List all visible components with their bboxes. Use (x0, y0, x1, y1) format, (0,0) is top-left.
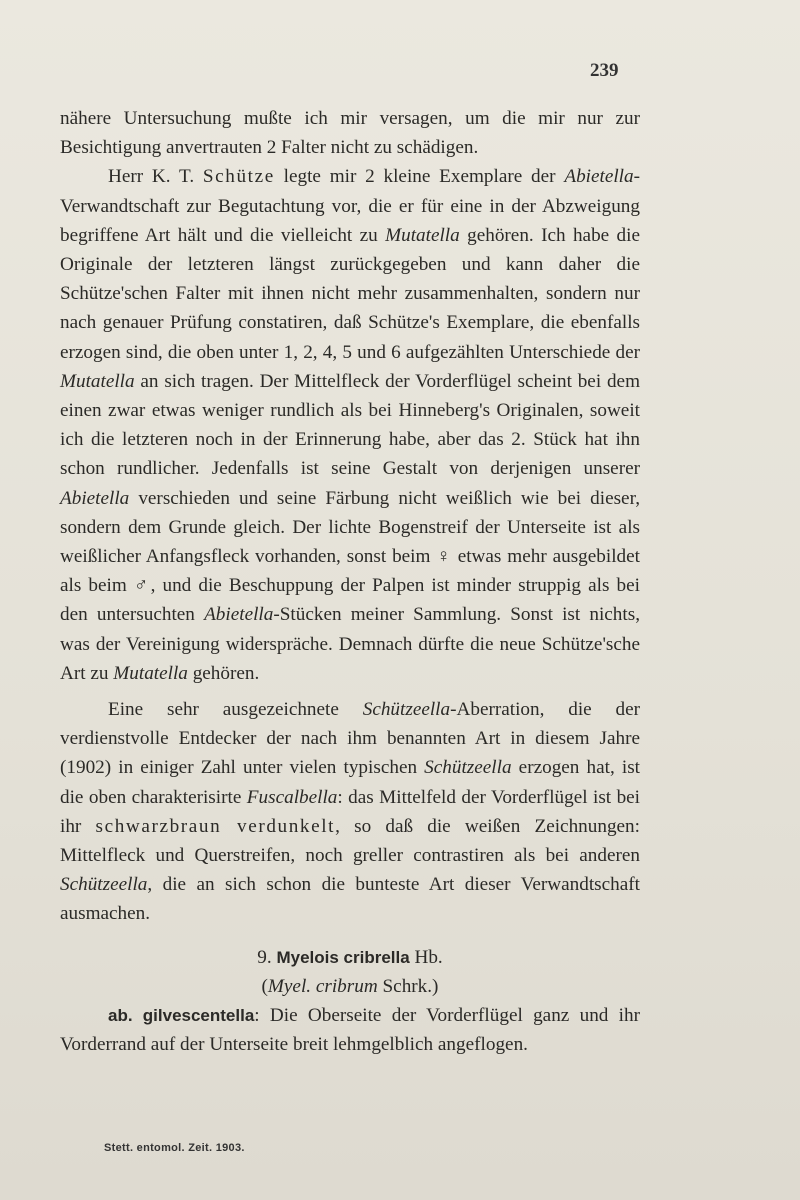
section-heading (60, 943, 640, 972)
p2-text-6: verschieden und seine Färbung nicht weißlich wie bei dieser, sondern dem Grunde gleich. Der lichte Bogenstreif der Unterseite ist als weißlicher Anfangsfleck vorhanden, sonst beim ♀ etwas mehr ausgebildet als beim ♂, und die Beschuppung der Palpen ist minder struppig als bei den untersuchten (60, 487, 640, 626)
paragraph-3 (60, 695, 640, 929)
p3-text-1: Eine sehr ausgezeichnete (108, 699, 363, 721)
taxon-schuetzeella: Schützeella (362, 699, 451, 721)
species-author: Hb. (409, 946, 443, 968)
taxon-abietella: Abietella (60, 487, 130, 509)
taxon-schuetzeella: Schützeella (60, 874, 148, 896)
p2-text-3: -Verwandtschaft zur Begutachtung vor, die er für eine in der Abzweigung begriffene Art hält und die vielleicht zu (60, 166, 640, 246)
paragraph-2 (60, 162, 640, 688)
p2-text-1: Herr K. T. (108, 166, 203, 188)
taxon-mutatella: Mutatella (385, 224, 460, 246)
section-number: 9. (257, 946, 277, 968)
author-name-schuetze: Schütze (202, 166, 275, 188)
p2-text-5: an sich tragen. Der Mittelfleck der Vorderflügel scheint bei dem einen zwar etwas weniger rundlich als bei Hinneberg's Originalen, soweit ich die letzteren noch in der Erinnerung habe, aber das 2. Stück hat ihn schon rundlicher. Jedenfalls ist seine Gestalt von derjenigen unserer (60, 370, 640, 480)
taxon-mutatella: Mutatella (60, 370, 135, 392)
p2-text-4: gehören. Ich habe die Originale der letzteren längst zurückgegeben und kann daher die Schütze'schen Falter mit ihnen nicht mehr zusammenhalten, sondern nur nach genauer Prüfung constatiren, daß Schütze's Exemplare, die ebenfalls erzogen sind, die oben unter 1, 2, 4, 5 und 6 aufgezählten Unterschiede der (60, 224, 640, 363)
emphasis-spaced: schwarzbraun verdunkelt (95, 815, 336, 837)
synonym-line (60, 972, 640, 1001)
body-text (60, 104, 640, 1060)
taxon-schuetzeella: Schützeella (424, 757, 512, 779)
p2-text-7: -Stücken meiner Sammlung. Sonst ist nichts, was der Vereinigung widerspräche. Demnach dürfte die neue Schütze'sche Art zu (60, 604, 640, 684)
taxon-fuscalbella: Fuscalbella (246, 786, 338, 808)
species-name: Myelois cribrella (276, 947, 410, 967)
synonym-paren: ( (261, 975, 268, 997)
p2-text-8: gehören. (187, 662, 260, 684)
aberration-paragraph (60, 1001, 640, 1059)
synonym-name: Myel. cribrum (267, 975, 378, 997)
p3-text-3: erzogen hat, ist die oben charakterisirte (60, 757, 640, 808)
page-number: 239 (590, 60, 619, 81)
p3-text-2: -Aberration, die der verdienstvolle Entdecker der nach ihm benannten Art in diesem Jahre (1902) in einiger Zahl unter vielen typischen (60, 699, 640, 779)
aberration-label: ab. gilvescentella (108, 1006, 255, 1026)
synonym-author: Schrk.) (377, 975, 439, 997)
paragraph-1-text: nähere Untersuchung mußte ich mir versagen, um die mir nur zur Besichtigung anvertrauten 2 Falter nicht zu schädigen. (60, 108, 640, 159)
p2-text-2: legte mir 2 kleine Exemplare der (274, 166, 565, 188)
p3-text-6: , die an sich schon die bunteste Art dieser Verwandtschaft ausmachen. (60, 874, 640, 925)
p3-text-5: , so daß die weißen Zeichnungen: Mittelfleck und Querstreifen, noch greller contrastiren als bei anderen (60, 815, 640, 867)
taxon-abietella: Abietella (204, 604, 274, 626)
p3-text-4: : das Mittelfeld der Vorderflügel ist bei ihr (60, 786, 641, 837)
taxon-mutatella: Mutatella (113, 662, 188, 684)
journal-footer: Stett. entomol. Zeit. 1903. (104, 1142, 245, 1154)
paragraph-1 (60, 104, 640, 162)
taxon-abietella: Abietella (564, 166, 634, 188)
aberration-text: : Die Oberseite der Vorderflügel ganz und ihr Vorderrand auf der Unterseite breit lehmgelblich angeflogen. (60, 1005, 640, 1056)
